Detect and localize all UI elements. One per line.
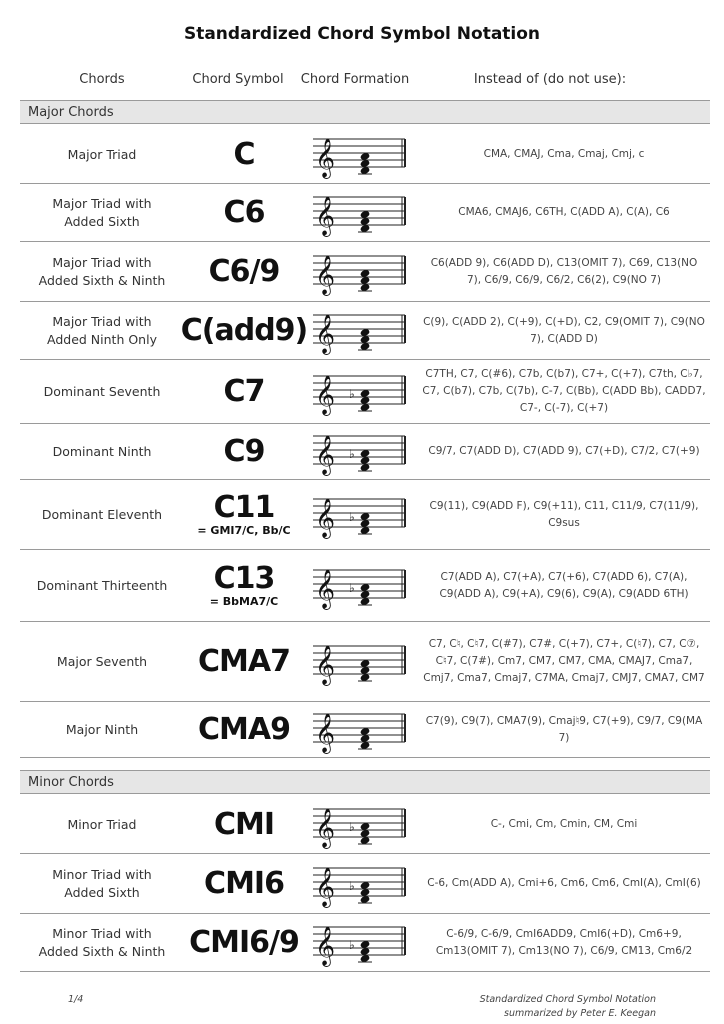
staff-icon xyxy=(309,131,409,179)
footer-author: summarized by Peter E. Keegan xyxy=(504,1008,656,1019)
staff-icon xyxy=(309,801,409,849)
chord-symbol-main: C6/9 xyxy=(208,253,280,289)
chord-symbol xyxy=(185,622,303,701)
chord-symbol xyxy=(185,854,303,913)
chord-symbol xyxy=(185,480,303,549)
chord-symbol-main: C(add9) xyxy=(180,312,308,348)
flat-icon: ♭ xyxy=(349,937,355,952)
treble-clef-icon: 𝄞 xyxy=(315,195,336,236)
chord-symbol-equivalent: = GMI7/C, Bb/C xyxy=(197,523,291,537)
flat-icon: ♭ xyxy=(349,509,355,524)
chord-symbol xyxy=(185,796,303,853)
chord-row xyxy=(20,242,710,302)
flat-icon: ♭ xyxy=(349,819,355,834)
chord-name: Major Triad with Added Sixth & Ninth xyxy=(38,254,166,288)
chord-symbol-main: C13 xyxy=(213,560,275,596)
staff-icon xyxy=(309,368,409,416)
chord-name: Major Triad with Added Ninth Only xyxy=(47,313,157,347)
chord-symbol-main: C xyxy=(233,136,255,172)
alternative-symbols: C9/7, C7(ADD D), C7(ADD 9), C7(+D), C7/2, C7(+9) xyxy=(428,445,700,457)
staff-notation xyxy=(303,242,415,301)
column-header-symbol: Chord Symbol xyxy=(192,72,284,87)
flat-icon: ♭ xyxy=(349,878,355,893)
treble-clef-icon: 𝄞 xyxy=(315,137,336,178)
column-header-instead: Instead of (do not use): xyxy=(473,72,627,87)
alternative-symbols: C7(ADD A), C7(+A), C7(+6), C7(ADD 6), C7(A), C9(ADD A), C9(+A), C9(6), C9(A), C9(ADD 6TH) xyxy=(439,570,689,600)
staff-notation xyxy=(303,302,415,359)
treble-clef-icon: 𝄞 xyxy=(315,925,336,966)
page-title: Standardized Chord Symbol Notation xyxy=(183,24,541,44)
chord-symbol xyxy=(185,914,303,971)
chord-row xyxy=(20,914,710,972)
alternative-symbols: C-, Cmi, Cm, Cmin, CM, Cmi xyxy=(490,818,638,830)
chord-row xyxy=(20,550,710,622)
staff-notation xyxy=(303,622,415,701)
chord-symbol xyxy=(185,184,303,241)
alternative-symbols: C7(9), C9(7), CMA7(9), Cmaj♮9, C7(+9), C9/7, C9(MA 7) xyxy=(425,714,703,744)
chord-name: Minor Triad with Added Sixth xyxy=(52,866,152,900)
flat-icon: ♭ xyxy=(349,580,355,595)
chord-symbol xyxy=(180,302,308,359)
chord-symbol xyxy=(185,702,303,757)
chord-symbol-main: CMI6/9 xyxy=(189,924,299,960)
chord-name: Dominant Eleventh xyxy=(41,506,163,522)
chord-row xyxy=(20,480,710,550)
treble-clef-icon: 𝄞 xyxy=(315,866,336,907)
alternative-symbols: CMA6, CMAJ6, C6TH, C(ADD A), C(A), C6 xyxy=(458,206,670,218)
staff-icon xyxy=(309,428,409,476)
chord-name: Dominant Seventh xyxy=(43,383,161,399)
staff-notation xyxy=(303,424,415,479)
chord-name: Minor Triad xyxy=(67,816,137,832)
treble-clef-icon: 𝄞 xyxy=(315,434,336,475)
chord-row xyxy=(20,302,710,360)
chord-symbol xyxy=(185,126,303,183)
chord-name: Major Seventh xyxy=(56,653,148,669)
staff-icon xyxy=(309,919,409,967)
chord-symbol xyxy=(185,360,303,423)
alternative-symbols: CMA, CMAJ, Cma, Cmaj, Cmj, c xyxy=(483,148,645,160)
chord-name: Dominant Ninth xyxy=(52,443,152,459)
section-minor-chords: Minor Chords xyxy=(20,770,710,794)
alternative-symbols: C9(11), C9(ADD F), C9(+11), C11, C11/9, C7(11/9), C9sus xyxy=(429,499,699,529)
chord-name: Major Triad with Added Sixth xyxy=(52,195,152,229)
chord-symbol xyxy=(185,550,303,621)
page-number: 1/4 xyxy=(68,994,84,1005)
chord-symbol-main: CMA7 xyxy=(198,643,290,679)
chord-symbol-main: C9 xyxy=(223,433,265,469)
chord-row xyxy=(20,424,710,480)
alternative-symbols: C-6/9, C-6/9, CmI6ADD9, CmI6(+D), Cm6+9, Cm13(OMIT 7), Cm13(NO 7), C6/9, CM13, Cm6/2 xyxy=(435,927,693,957)
alternative-symbols: C-6, Cm(ADD A), Cmi+6, Cm6, Cm6, CmI(A), CmI(6) xyxy=(427,877,701,889)
staff-notation xyxy=(303,550,415,621)
chord-symbol xyxy=(185,242,303,301)
staff-notation xyxy=(303,480,415,549)
staff-icon xyxy=(309,638,409,686)
chord-row xyxy=(20,622,710,702)
staff-icon xyxy=(309,706,409,754)
treble-clef-icon: 𝄞 xyxy=(315,497,336,538)
chord-symbol-main: CMA9 xyxy=(198,711,290,747)
chord-symbol-main: C7 xyxy=(223,373,265,409)
staff-icon xyxy=(309,189,409,237)
staff-icon xyxy=(309,248,409,296)
flat-icon: ♭ xyxy=(349,446,355,461)
chord-row xyxy=(20,360,710,424)
flat-icon: ♭ xyxy=(349,386,355,401)
treble-clef-icon: 𝄞 xyxy=(315,712,336,753)
chord-row xyxy=(20,184,710,242)
chord-symbol-main: CMI6 xyxy=(204,865,284,901)
chord-name: Major Triad xyxy=(67,146,137,162)
treble-clef-icon: 𝄞 xyxy=(315,313,336,354)
chord-name: Major Ninth xyxy=(65,721,139,737)
treble-clef-icon: 𝄞 xyxy=(315,644,336,685)
chord-symbol xyxy=(185,424,303,479)
treble-clef-icon: 𝄞 xyxy=(315,374,336,415)
alternative-symbols: C(9), C(ADD 2), C(+9), C(+D), C2, C9(OMIT 7), C9(NO 7), C(ADD D) xyxy=(423,315,705,345)
chord-symbol-main: C6 xyxy=(223,194,265,230)
chord-name: Dominant Thirteenth xyxy=(36,577,168,593)
chord-symbol-equivalent: = BbMA7/C xyxy=(209,594,279,608)
column-header-formation: Chord Formation xyxy=(300,72,410,87)
treble-clef-icon: 𝄞 xyxy=(315,807,336,848)
alternative-symbols: C7TH, C7, C(#6), C7b, C(b7), C7+, C(+7), C7th, C♭7, C7, C(b7), C7b, C(7b), C-7, C(Bb), C(ADD Bb), CADD7, C7-, C(-7), C(+7) xyxy=(422,368,706,414)
treble-clef-icon: 𝄞 xyxy=(315,568,336,609)
chord-symbol-main: C11 xyxy=(213,489,275,525)
staff-notation xyxy=(303,796,415,853)
staff-notation xyxy=(303,702,415,757)
staff-notation xyxy=(303,854,415,913)
chord-row xyxy=(20,702,710,758)
staff-notation xyxy=(303,360,415,423)
staff-notation xyxy=(303,126,415,183)
chord-row xyxy=(20,796,710,854)
chord-name: Minor Triad with Added Sixth & Ninth xyxy=(38,925,166,959)
footer-doc-title: Standardized Chord Symbol Notation xyxy=(479,994,656,1005)
staff-notation xyxy=(303,914,415,971)
chord-symbol-main: CMI xyxy=(213,806,275,842)
section-major-chords: Major Chords xyxy=(20,100,710,124)
staff-icon xyxy=(309,562,409,610)
chord-row xyxy=(20,854,710,914)
chord-row xyxy=(20,126,710,184)
staff-icon xyxy=(309,491,409,539)
alternative-symbols: C7, C♮, C♮7, C(#7), C7#, C(+7), C7+, C(♮7), C7, C⑦, C♮7, C(7#), Cm7, CM7, CM7, CMA, CMAJ7, Cma7, Cmj7, Cma7, Cmaj7, C7MA, Cmaj7, CMJ7, CMA7, CM7 xyxy=(423,638,705,684)
staff-icon xyxy=(309,307,409,355)
column-header-chords: Chords xyxy=(79,72,125,87)
staff-icon xyxy=(309,860,409,908)
alternative-symbols: C6(ADD 9), C6(ADD D), C13(OMIT 7), C69, C13(NO 7), C6/9, C6/9, C6/2, C6(2), C9(NO 7) xyxy=(430,256,698,286)
treble-clef-icon: 𝄞 xyxy=(315,254,336,295)
staff-notation xyxy=(303,184,415,241)
